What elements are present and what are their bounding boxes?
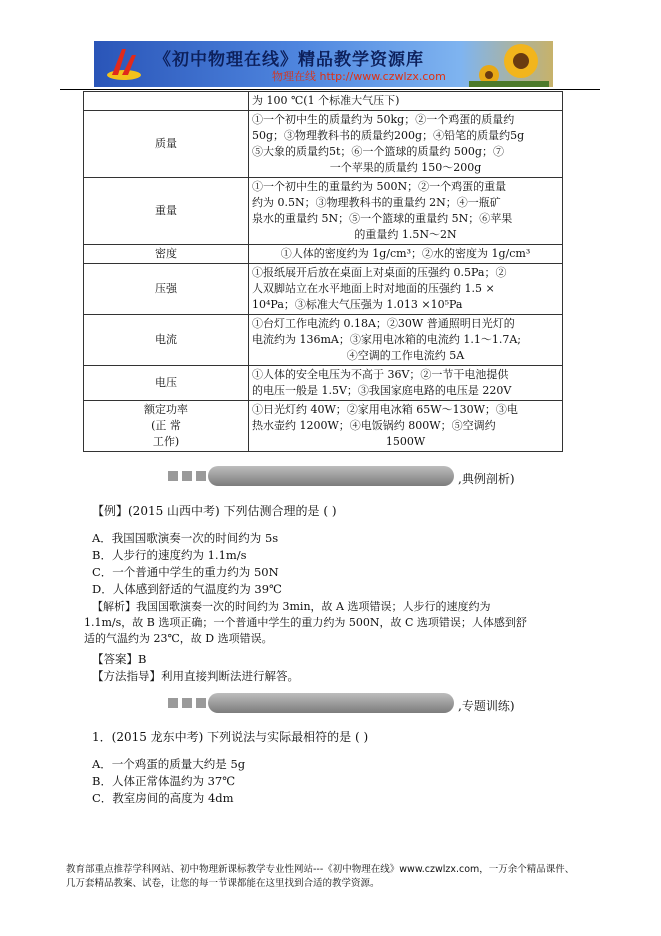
section-title-training: ,专题训练) <box>458 699 515 713</box>
header-banner <box>94 41 553 87</box>
analysis-line: 【解析】我国国歌演奏一次的时间约为 3min，故 A 选项错误；人步行的速度约为 <box>92 600 491 613</box>
table-row <box>84 245 563 264</box>
exercise-option-a: A．一个鸡蛋的质量大约是 5g <box>92 757 246 771</box>
table-cell: 为 100 ℃(1 个标准大气压下) <box>249 92 563 111</box>
content-line: 人双脚站立在水平地面上时对地面的压强约 1.5 × <box>252 282 495 295</box>
option-c: C．一个普通中学生的重力约为 50N <box>92 565 279 579</box>
example-head: 【例】(2015 山西中考) 下列估测合理的是 ( ) <box>92 504 337 518</box>
content-line: 热水壶约 1200W；④电饭锅约 800W；⑤空调约 <box>252 419 496 432</box>
row-content <box>249 315 563 366</box>
row-label: 电压 <box>84 366 249 401</box>
bar-square <box>182 471 192 481</box>
row-content <box>249 245 563 264</box>
section-bar-decoration <box>160 464 460 488</box>
analysis-line: 适的气温约为 23℃，故 D 选项错误。 <box>84 632 273 645</box>
bar-square <box>196 471 206 481</box>
content-line: ①一个初中生的质量约为 50kg；②一个鸡蛋的质量约 <box>252 113 515 126</box>
content-line: ①台灯工作电流约 0.18A；②30W 普通照明日光灯的 <box>252 317 515 330</box>
exercise-option-b: B．人体正常体温约为 37℃ <box>92 774 236 788</box>
bar-square <box>182 698 192 708</box>
table-row <box>84 366 563 401</box>
row-content <box>249 401 563 452</box>
table-row <box>84 264 563 315</box>
content-line: ①一个初中生的重量约为 500N；②一个鸡蛋的重量 <box>252 180 507 193</box>
answer: 【答案】B <box>92 652 147 666</box>
footer-note <box>66 863 606 891</box>
content-line: ①人体的安全电压为不高于 36V；②一节干电池提供 <box>252 368 509 381</box>
bar-pill <box>208 693 454 713</box>
option-a: A．我国国歌演奏一次的时间约为 5s <box>92 531 279 545</box>
option-d: D．人体感到舒适的气温度约为 39℃ <box>92 582 282 596</box>
content-line: 的电压一般是 1.5V；③我国家庭电路的电压是 220V <box>252 384 512 397</box>
site-logo-icon <box>104 45 144 83</box>
content-line: ①人体的密度约为 1g/cm³；②水的密度为 1g/cm³ <box>280 247 531 260</box>
row-content <box>249 111 563 178</box>
banner-title: 《初中物理在线》精品教学资源库 <box>154 50 424 70</box>
table-row <box>84 92 563 111</box>
row-content <box>249 178 563 245</box>
row-label: 质量 <box>84 111 249 178</box>
header-rule <box>60 89 600 90</box>
content-line: 约为 0.5N；③物理教科书的重量约 2N；④一瓶矿 <box>252 196 501 209</box>
method-guide: 【方法指导】利用直接判断法进行解答。 <box>92 669 299 683</box>
table-cell <box>84 92 249 111</box>
row-label <box>84 401 249 452</box>
content-line: 10⁴Pa；③标准大气压强为 1.013 ×10⁵Pa <box>252 298 463 311</box>
table-row <box>84 178 563 245</box>
row-label: 压强 <box>84 264 249 315</box>
label-line: (正 常 <box>151 419 181 432</box>
banner-url: 物理在线 http://www.czwlzx.com <box>272 70 446 83</box>
footer-line: 教育部重点推荐学科网站、初中物理新课标教学专业性网站---《初中物理在线》www.czwlzx.com，一万余个精品课件、 <box>66 864 575 875</box>
content-line: 50g；③物理教科书的质量约200g；④铅笔的质量约5g <box>252 129 525 142</box>
content-line: 的重量约 1.5N～2N <box>354 228 457 241</box>
table-row <box>84 401 563 452</box>
section-title-analysis: ,典例剖析) <box>458 472 515 486</box>
analysis-paragraph <box>84 599 566 647</box>
content-line: ①日光灯约 40W；②家用电冰箱 65W～130W；③电 <box>252 403 518 416</box>
content-line: 1500W <box>385 435 426 448</box>
content-line: 泉水的重量约 5N；⑤一个篮球的重量约 5N；⑥苹果 <box>252 212 513 225</box>
row-label: 密度 <box>84 245 249 264</box>
exercise-head: 1．(2015 龙东中考) 下列说法与实际最相符的是 ( ) <box>92 730 369 744</box>
row-label: 电流 <box>84 315 249 366</box>
content-line: 一个苹果的质量约 150～200g <box>329 161 482 174</box>
analysis-line: 1.1m/s，故 B 选项正确；一个普通中学生的重力约为 500N，故 C 选项错误；人体感到舒 <box>84 616 527 629</box>
row-label: 重量 <box>84 178 249 245</box>
content-line: ①报纸展开后放在桌面上对桌面的压强约 0.5Pa；② <box>252 266 507 279</box>
section-bar-decoration <box>160 691 460 715</box>
estimate-reference-table <box>83 91 563 452</box>
table-row <box>84 111 563 178</box>
label-line: 额定功率 <box>144 403 188 416</box>
row-content <box>249 264 563 315</box>
label-line: 工作) <box>152 435 180 448</box>
bar-square <box>168 471 178 481</box>
table-row <box>84 315 563 366</box>
content-line: ⑤大象的质量约5t；⑥一个篮球的质量约 500g；⑦ <box>252 145 504 158</box>
content-line: ④空调的工作电流约 5A <box>346 349 465 362</box>
footer-line: 几万套精品教案、试卷，让您的每一节课都能在这里找到合适的教学资源。 <box>66 878 380 889</box>
content-line: 电流约为 136mA；③家用电冰箱的电流约 1.1～1.7A; <box>252 333 521 346</box>
bar-square <box>168 698 178 708</box>
sunflower-icon <box>469 41 549 87</box>
option-b: B．人步行的速度约为 1.1m/s <box>92 548 247 562</box>
bar-pill <box>208 466 454 486</box>
exercise-option-c: C．教室房间的高度为 4dm <box>92 791 234 805</box>
row-content <box>249 366 563 401</box>
bar-square <box>196 698 206 708</box>
